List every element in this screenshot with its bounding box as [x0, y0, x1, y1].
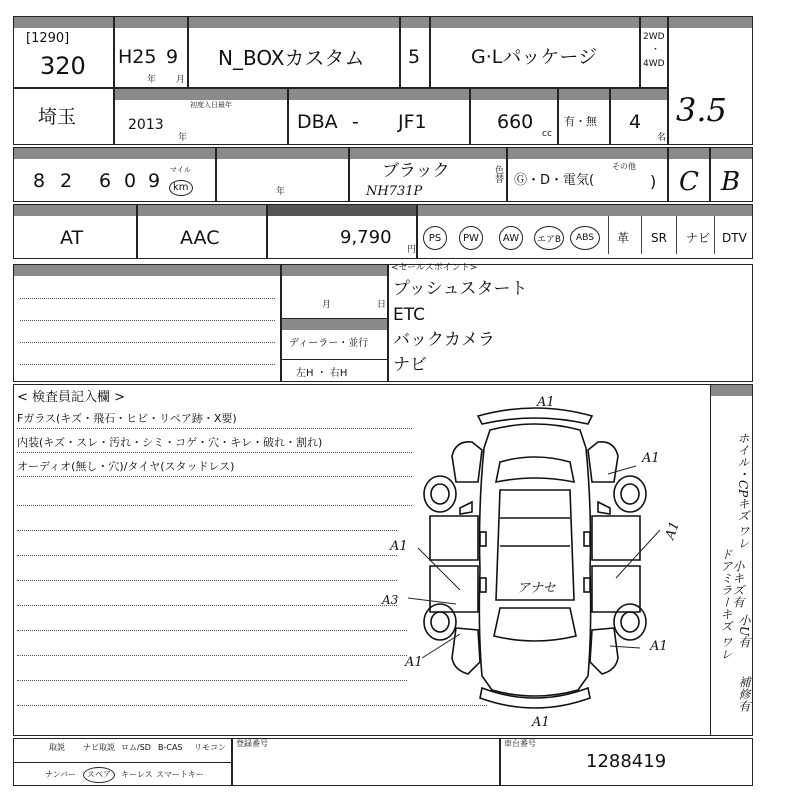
doors: 5 [408, 46, 421, 68]
footer-divider [13, 762, 232, 763]
sales-point: ETC [393, 305, 425, 325]
seats: 4 [629, 111, 642, 133]
inspector-line [17, 655, 407, 656]
equip-divider [676, 216, 677, 254]
drive-2wd: 2WD [643, 32, 665, 42]
exterior-header-bar [711, 148, 752, 159]
grade-header-bar [431, 17, 639, 28]
interior-header-bar [669, 148, 709, 159]
equip-ps: PS [423, 226, 447, 250]
yes-no-header-bar [559, 89, 609, 100]
footer-item: リモコン [194, 743, 226, 752]
drive-header-bar [641, 17, 667, 28]
mile-label: マイル [170, 166, 191, 174]
inspector-line [17, 580, 397, 581]
model-header-bar [289, 89, 469, 100]
month: 9 [166, 46, 179, 68]
model-prefix: DBA [297, 111, 338, 133]
equip-airbag: エアB [534, 226, 564, 250]
equip-leather: 革 [617, 231, 630, 245]
inspector-header: < 検査員記入欄 > [17, 390, 126, 405]
import-header-bar [282, 318, 387, 330]
damage-mark: アナセ [517, 581, 556, 596]
damage-mark: A1 [650, 639, 668, 654]
handle-divider [281, 359, 388, 360]
equipment-header-bar [418, 205, 752, 216]
footer-item: スマートキー [156, 770, 204, 779]
equip-navi: ナビ [686, 231, 711, 245]
mileage-digit: 9 [148, 170, 161, 192]
footer-item: ナビ取説 [83, 743, 115, 752]
footer-item: 取説 [49, 743, 65, 752]
equip-aw: AW [499, 226, 523, 250]
inspector-line3: オーディオ(無し・穴)/タイヤ(スタッドレス) [17, 460, 235, 473]
footer-item: ロム/SD [121, 743, 151, 752]
inspector-line [17, 605, 397, 606]
fuel-close: ) [650, 172, 657, 191]
seat-unit: 名 [657, 133, 667, 143]
color-header-bar [350, 148, 506, 159]
side-note: 小U有 [737, 614, 751, 649]
equip-dtv: DTV [722, 231, 747, 245]
grade: G·Lパッケージ [471, 46, 597, 68]
recycle-header-bar [268, 205, 416, 216]
car-name-header-bar [189, 17, 399, 28]
inspection-header-bar [217, 148, 348, 159]
inspector-line [17, 555, 397, 556]
mileage-digit: 8 [33, 170, 46, 192]
damage-mark: A1 [390, 539, 408, 554]
reg-label: 登録番号 [236, 739, 268, 748]
sales-header: <セールスポイント> [391, 263, 478, 273]
chassis-number: 1288419 [586, 751, 667, 772]
mileage-digit: 2 [60, 170, 73, 192]
side-note: ホイル・CPキズ ワレ [736, 432, 750, 550]
year-suffix: 年 [147, 75, 157, 85]
year-ad: 2013 [128, 117, 164, 133]
region: 埼玉 [38, 106, 77, 128]
month-suffix: 月 [176, 75, 186, 85]
fuel-header-bar [508, 148, 667, 159]
inspector-line [17, 680, 407, 681]
displacement: 660 [497, 111, 534, 133]
cc-unit: cc [542, 129, 552, 139]
lot-bracket: [1290] [26, 31, 70, 46]
color-side-label: 色替 [493, 165, 503, 183]
record-header-bar [282, 265, 387, 276]
score: 3.5 [676, 91, 727, 129]
equip-pw: PW [459, 226, 483, 250]
transmission: AT [60, 227, 84, 249]
damage-mark: A1 [662, 519, 683, 542]
aircon: AAC [180, 227, 220, 249]
inspector-line [17, 530, 397, 531]
inspector-line [17, 630, 407, 631]
footer-item: キーレス [121, 770, 153, 779]
interior-grade: C [679, 167, 699, 197]
footer-item: ナンバー [45, 770, 77, 779]
damage-mark: A1 [537, 395, 555, 410]
damage-mark: A1 [405, 655, 423, 670]
import-label: ディーラー・並行 [289, 338, 369, 349]
inspector-line [17, 476, 412, 477]
sales-point: ナビ [393, 355, 427, 375]
equip-divider [641, 216, 642, 254]
mileage-digit: 6 [99, 170, 112, 192]
damage-mark: A1 [642, 451, 660, 466]
doors-header-bar [401, 17, 429, 28]
note-line [20, 364, 275, 365]
year-header-bar [115, 17, 187, 28]
inspection-year-label: 年 [276, 187, 286, 197]
first-reg-header-bar [115, 89, 287, 100]
inspector-line [17, 452, 412, 453]
lot-number: 320 [40, 52, 86, 80]
inspector-line [17, 505, 412, 506]
color: ブラック [382, 161, 450, 181]
lot-header-bar [14, 17, 113, 28]
equip-divider [714, 216, 715, 254]
km-label: km [169, 180, 193, 196]
fuel-options: Ⓖ・D・電気( [514, 173, 595, 188]
car-name: N_BOXカスタム [218, 46, 365, 70]
seats-header-bar [611, 89, 667, 100]
sales-point: プッシュスタート [393, 279, 528, 299]
reg-number-cell [232, 738, 500, 786]
chassis-label: 車台番号 [504, 739, 536, 748]
note-line [20, 298, 275, 299]
record-month-label: 月 [322, 300, 332, 310]
mileage-header-bar [14, 148, 215, 159]
fuel-other-label: その他 [612, 162, 636, 171]
first-reg-note: 初度入日最年 [190, 101, 232, 109]
model-code: JF1 [398, 111, 427, 133]
model-dash: - [352, 111, 359, 133]
mileage-digit: 0 [124, 170, 137, 192]
yes-no: 有・無 [564, 115, 597, 128]
note-line [20, 342, 275, 343]
side-note: 補修有 [737, 676, 751, 712]
damage-mark: A3 [382, 593, 399, 607]
displacement-header-bar [471, 89, 557, 100]
footer-item: B-CAS [158, 743, 183, 752]
damage-mark: A1 [532, 715, 550, 730]
inspector-line [17, 428, 412, 429]
side-note: ドアミラーキズ ワレ [719, 548, 733, 660]
side-note-header-bar [711, 385, 752, 396]
side-note: 小キズ有 [731, 560, 745, 608]
equip-sunroof: SR [651, 231, 667, 245]
inspector-line1: Fガラス(キズ・飛石・ヒビ・リペア跡・X要) [17, 412, 237, 425]
equip-abs: ABS [570, 226, 600, 250]
equip-divider [608, 216, 609, 254]
handle-label: 左H ・ 右H [296, 368, 348, 379]
note-line [20, 320, 275, 321]
car-diagram [360, 390, 710, 735]
record-day-label: 日 [377, 300, 387, 310]
score-header-bar [669, 17, 752, 28]
drive-dot: ・ [651, 45, 661, 55]
year-era: H25 [118, 46, 157, 68]
drive-4wd: 4WD [643, 59, 665, 69]
exterior-grade: B [721, 167, 741, 197]
sales-point: バックカメラ [393, 330, 495, 350]
transmission-header-bar [14, 205, 136, 216]
notes-header-bar [14, 265, 280, 276]
color-code: NH731P [366, 184, 423, 199]
yen-unit: 円 [407, 245, 417, 255]
recycle-fee: 9,790 [340, 227, 392, 248]
aircon-header-bar [138, 205, 266, 216]
inspector-line2: 内装(キズ・スレ・汚れ・シミ・コゲ・穴・キレ・破れ・割れ) [17, 436, 323, 449]
year-ad-mark: 年 [178, 133, 188, 143]
footer-item: スペア [83, 767, 115, 783]
